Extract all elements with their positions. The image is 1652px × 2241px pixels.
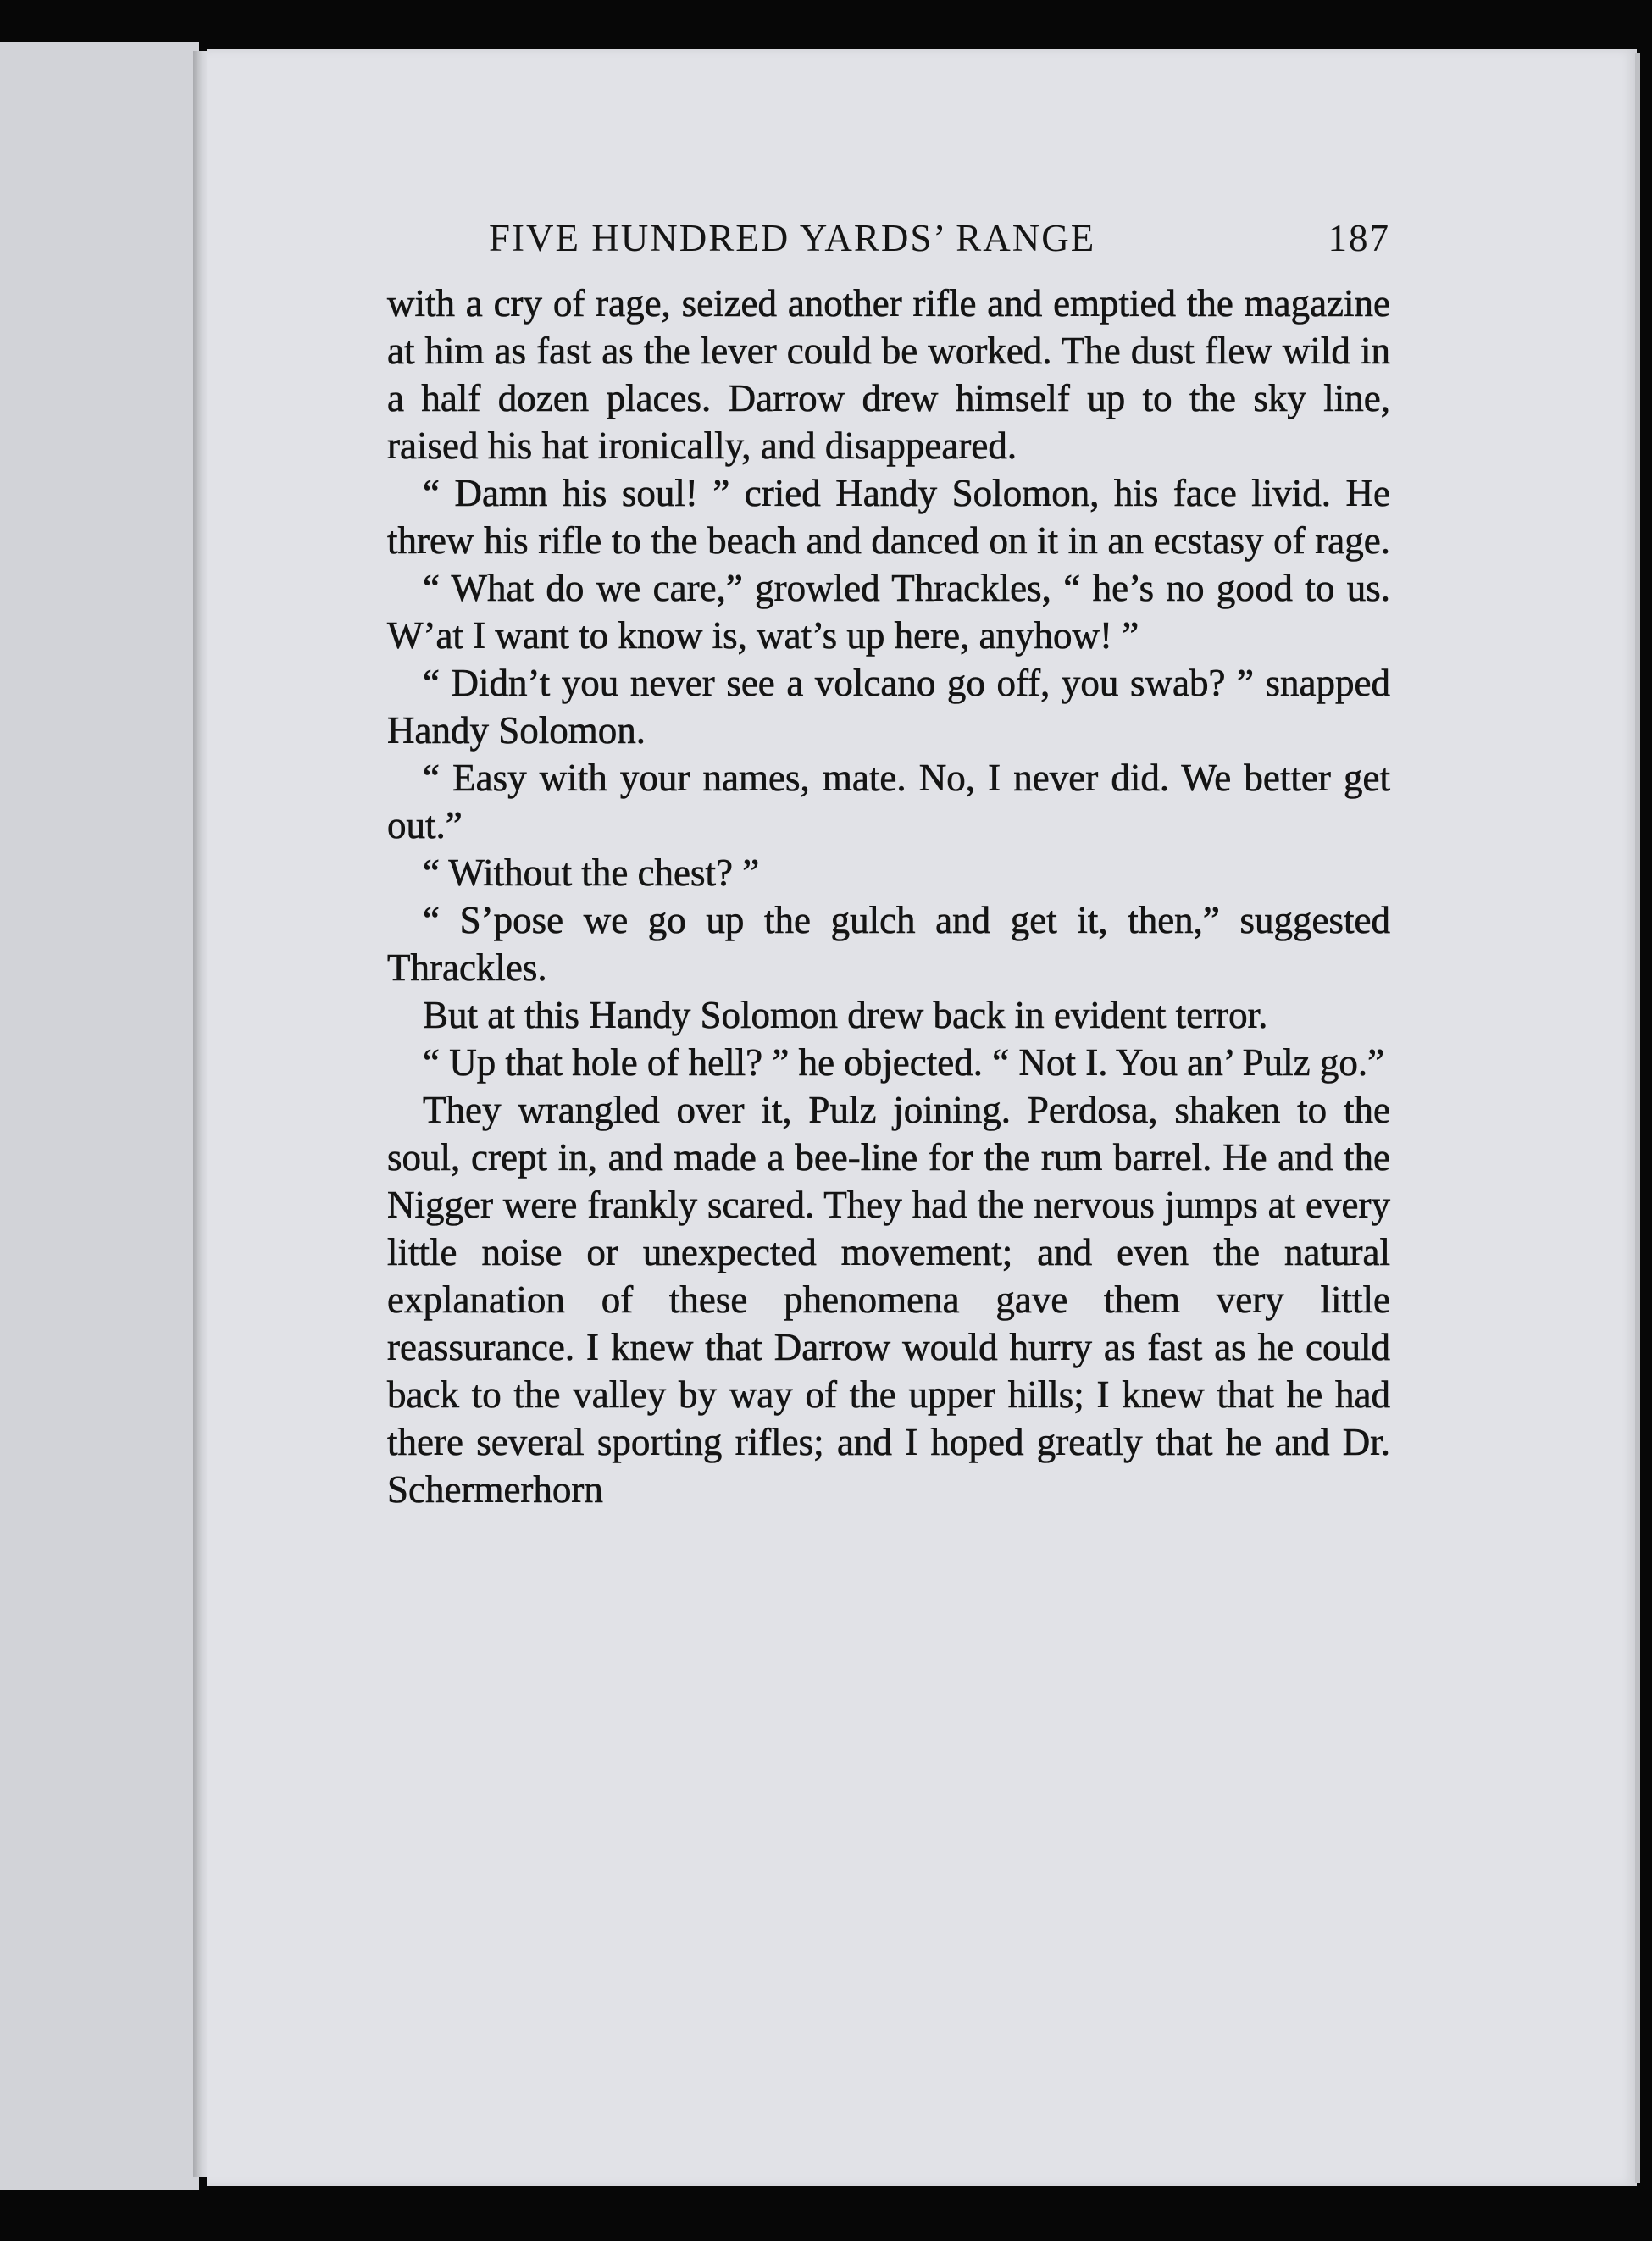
- paragraph: “ Damn his soul! ” cried Handy Solomon, his face livid. He threw his rifle to the beach and danced on it in an ecstasy of rage.: [387, 472, 1390, 562]
- paragraph: “ S’pose we go up the gulch and get it, then,” suggested Thrackles.: [387, 899, 1390, 989]
- paragraph: “ Easy with your names, mate. No, I never did. We better get out.”: [387, 757, 1390, 846]
- paragraph: “ Up that hole of hell? ” he objected. “ Not I. You an’ Pulz go.”: [423, 1041, 1385, 1084]
- body-text: [387, 280, 1390, 1513]
- paragraph: “ What do we care,” growled Thrackles, “ he’s no good to us. W’at I want to know is, wat’s up here, anyhow! ”: [387, 567, 1390, 657]
- page-edge: [1635, 53, 1640, 2183]
- page-number: 187: [1328, 217, 1390, 259]
- paragraph: “ Didn’t you never see a volcano go off, you swab? ” snapped Handy Solomon.: [387, 662, 1390, 752]
- paragraph: with a cry of rage, seized another rifle and emptied the magazine at him as fast as the lever could be worked. The dust flew wild in a half dozen places. Darrow drew himself up to the sky line, raised his hat ironically, and disappeared.: [387, 282, 1390, 467]
- book-spine: [193, 51, 207, 2177]
- running-title: FIVE HUNDRED YARDS’ RANGE: [489, 217, 1096, 259]
- paragraph: “ Without the chest? ”: [423, 851, 760, 894]
- paragraph: They wrangled over it, Pulz joining. Perdosa, shaken to the soul, crept in, and made a bee-line for the rum barrel. He and the Nigger were frankly scared. They had the nervous jumps at every little noise or unexpected movement; and even the natural explanation of these phenomena gave them very little reassurance. I knew that Darrow would hurry as fast as he could back to the valley by way of the upper hills; I knew that he had there several sporting rifles; and I hoped greatly that he and Dr. Schermerhorn: [387, 1089, 1390, 1511]
- paragraph: But at this Handy Solomon drew back in evident terror.: [423, 994, 1268, 1036]
- left-page-margin: [0, 42, 199, 2190]
